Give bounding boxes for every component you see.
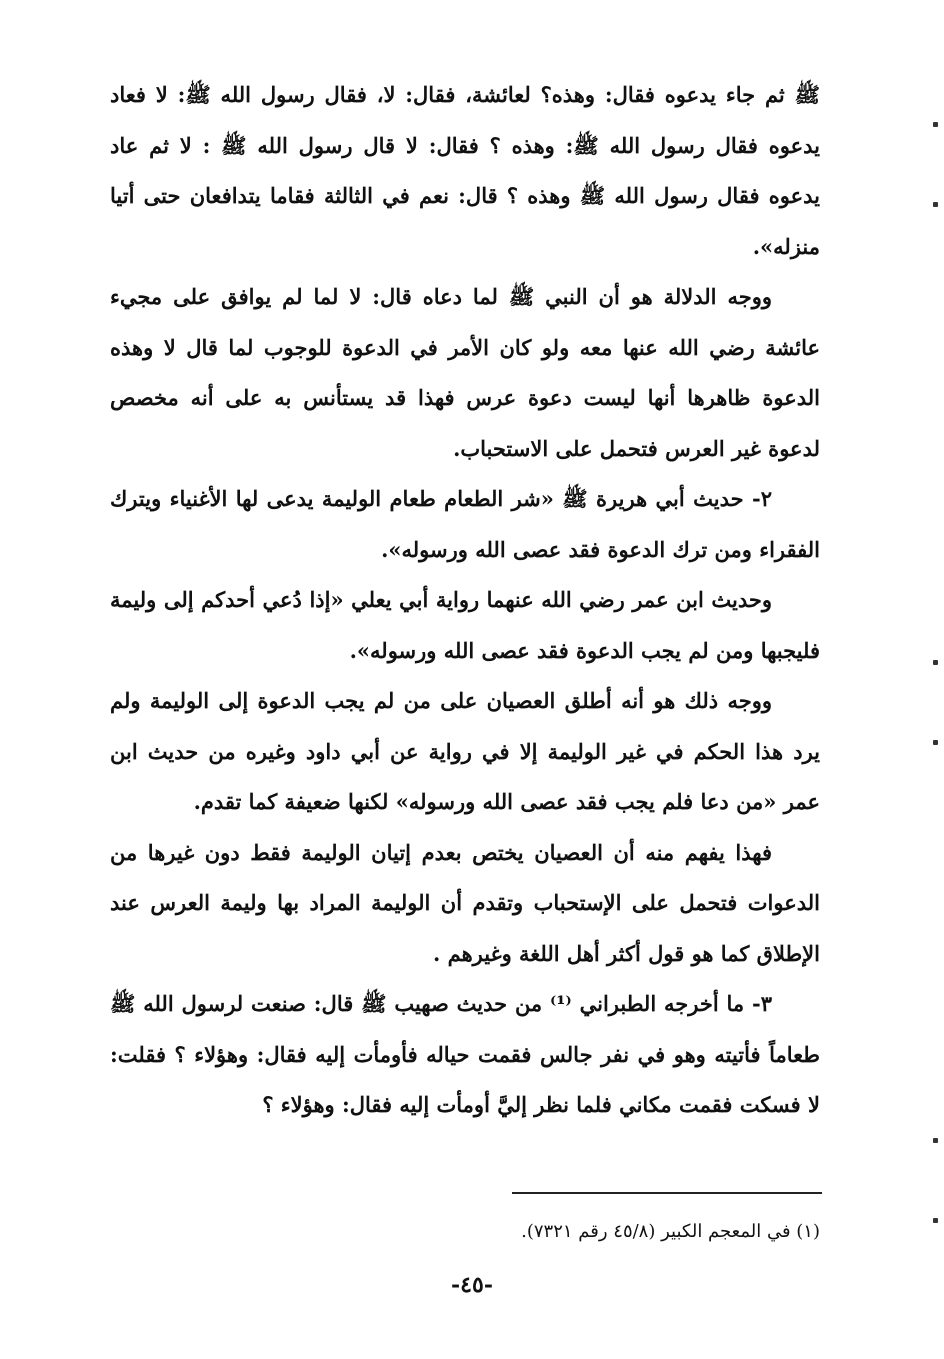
scan-speck [933,740,938,745]
paragraph-hadith-continuation: ﷺ ثم جاء يدعوه فقال: وهذه؟ لعائشة، فقال: لا، فقال رسول الله ﷺ: لا فعاد يدعوه فقال رسول الله ﷺ: وهذه ؟ فقال: لا قال رسول الله ﷺ : لا ثم عاد يدعوه فقال رسول الله ﷺ وهذه ؟ قال: نعم في الثالثة فقاما يتدافعان حتى أتيا منزله». [110,82,820,259]
scan-speck [933,1218,938,1223]
paragraph-abu-hurairah-hadith: ٢- حديث أبي هريرة ﷺ «شر الطعام طعام الوليمة يدعى لها الأغنياء ويترك الفقراء ومن ترك الدعوة فقد عصى الله ورسوله». [110,486,820,562]
paragraph-evidence-explanation: ووجه الدلالة هو أن النبي ﷺ لما دعاه قال: لا لما لم يوافق على مجيء عائشة رضي الله عنها معه ولو كان الأمر في الدعوة للوجوب لما قال لا وهذه الدعوة ظاهرها أنها ليست دعوة عرس فهذا قد يستأنس به على أنه مخصص لدعوة غير العرس فتحمل على الاستحباب. [110,284,820,461]
page-number: -٤٥- [451,1272,493,1298]
paragraph-conclusion: فهذا يفهم منه أن العصيان يختص بعدم إتيان الوليمة فقط دون غيرها من الدعوات فتحمل على الإستحباب وتقدم أن الوليمة المراد بها وليمة العرس عند الإطلاق كما هو قول أكثر أهل اللغة وغيرهم . [110,839,820,966]
scan-speck [933,122,938,127]
footnote: (١) في المعجم الكبير (٤٥/٨ رقم ٧٣٢١). [521,1221,820,1242]
main-text [110,70,820,1131]
scan-speck [933,202,938,207]
scan-speck [933,660,938,665]
paragraph-tabarani-hadith: ٣- ما أخرجه الطبراني ⁽¹⁾ من حديث صهيب ﷺ قال: صنعت لرسول الله ﷺ طعاماً فأتيته وهو في نفر جالس فقمت حياله فأومأت إليه فقال: وهؤلاء ؟ فقلت: لا فسكت فقمت مكاني فلما نظر إليَّ أومأت إليه فقال: وهؤلاء ؟ [110,991,820,1117]
paragraph-evidence-reasoning: ووجه ذلك هو أنه أطلق العصيان على من لم يجب الدعوة إلى الوليمة ولم يرد هذا الحكم في غير الوليمة إلا في رواية عن أبي داود وغيره من حديث ابن عمر «من دعا فلم يجب فقد عصى الله ورسوله» لكنها ضعيفة كما تقدم. [110,688,820,814]
footnote-divider [512,1192,822,1194]
scan-speck [933,1138,938,1143]
paragraph-ibn-umar-hadith: وحديث ابن عمر رضي الله عنهما رواية أبي يعلي «إذا دُعي أحدكم إلى وليمة فليجبها ومن لم يجب الدعوة فقد عصى الله ورسوله». [110,587,820,663]
